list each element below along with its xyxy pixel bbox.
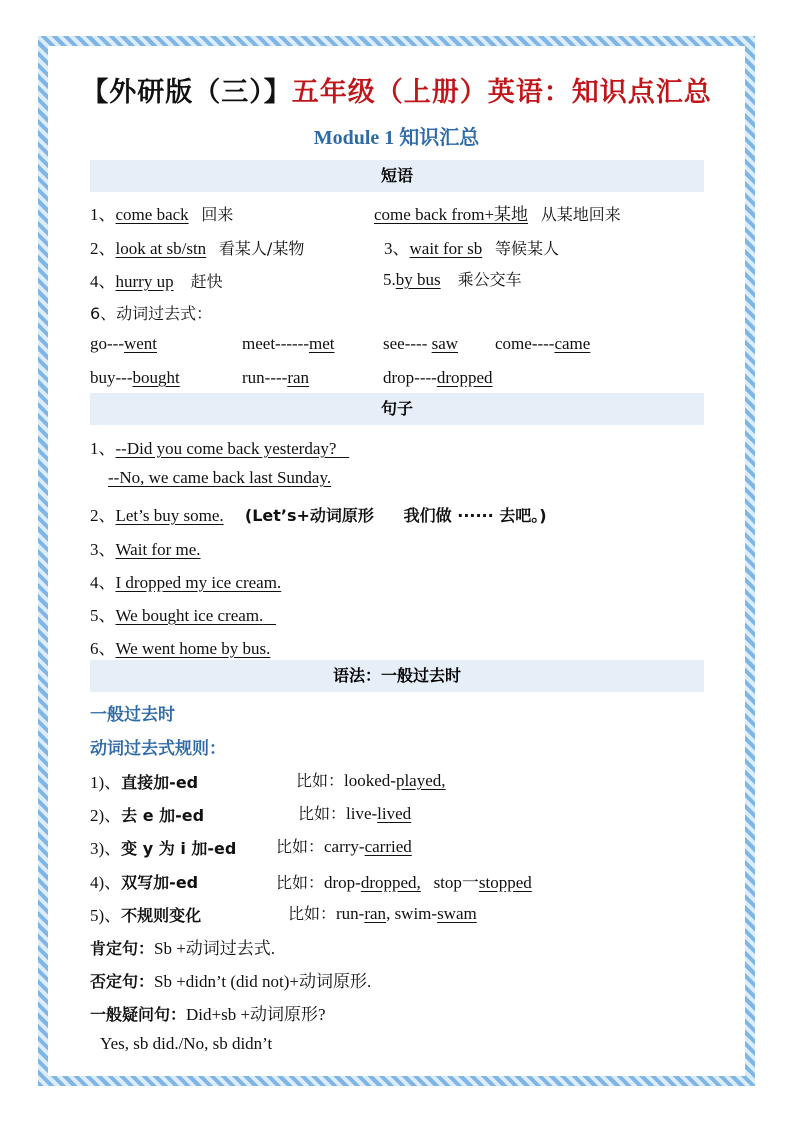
decorative-border: [38, 36, 755, 1086]
sentence-6: 6、We went home by bus.: [90, 639, 271, 658]
phrase-3: 3、wait for sb 等候某人: [384, 239, 559, 258]
phrase-1b: come back from+某地 从某地回来: [374, 205, 621, 224]
sentence-1-answer: --No, we came back last Sunday.: [108, 468, 332, 487]
module-subtitle: Module 1 知识汇总: [313, 127, 480, 149]
verb-see: see---- saw: [383, 334, 459, 353]
section-header-grammar: 语法：一般过去时: [90, 660, 704, 692]
section-header-sentences: 句子: [90, 393, 704, 425]
verb-come: come----came: [495, 334, 591, 353]
verb-drop: drop----dropped: [383, 368, 493, 387]
rule-2: 2)、去 e 加-ed: [90, 806, 205, 825]
sentence-1-question: 1、--Did you come back yesterday?: [90, 439, 337, 458]
section-header-phrases: 短语: [90, 160, 704, 192]
phrase-2: 2、look at sb/stn 看某人/某物: [90, 239, 305, 258]
rule-3: 3)、变 y 为 i 加-ed: [90, 839, 237, 858]
rule-5: 5)、不规则变化: [90, 906, 202, 925]
question-form: 一般疑问句：Did+sb +动词原形?: [90, 1005, 326, 1024]
negative-form: 否定句：Sb +didn’t (did not)+动词原形.: [90, 972, 372, 991]
grammar-heading: 一般过去时: [90, 705, 175, 725]
affirmative-form: 肯定句：Sb +动词过去式.: [90, 939, 276, 958]
verb-run: run----ran: [242, 368, 310, 387]
sentence-2: 2、Let’s buy some. (Let’s+动词原形 我们做 ······ 去吧。): [90, 506, 547, 525]
phrase-5: 5.by bus 乘公交车: [383, 270, 522, 289]
rule-4: 4)、双写加-ed: [90, 873, 199, 892]
verb-meet: meet------met: [242, 334, 335, 353]
rule-4-example: 比如：drop-dropped, stop一stopped: [276, 873, 532, 892]
phrase-1: 1、come back 回来: [90, 205, 234, 224]
sentence-4: 4、I dropped my ice cream.: [90, 573, 282, 592]
rule-1: 1)、直接加-ed: [90, 773, 199, 792]
short-answer: Yes, sb did./No, sb didn’t: [100, 1034, 273, 1053]
phrase-4: 4、hurry up 赶快: [90, 272, 223, 291]
verb-go: go---went: [90, 334, 158, 353]
phrase-6-label: 6、动词过去式：: [90, 304, 213, 323]
rule-3-example: 比如：carry-carried: [276, 837, 412, 856]
grammar-rules-heading: 动词过去式规则：: [90, 739, 226, 759]
rule-2-example: 比如：live-lived: [298, 804, 412, 823]
page-title: 【外研版（三）】五年级（上册）英语：知识点汇总: [81, 77, 712, 108]
rule-1-example: 比如：looked-played,: [296, 771, 446, 790]
sentence-3: 3、Wait for me.: [90, 540, 201, 559]
verb-buy: buy---bought: [90, 368, 180, 387]
rule-5-example: 比如：run-ran, swim-swam: [288, 904, 477, 923]
sentence-5: 5、We bought ice cream.: [90, 606, 264, 625]
